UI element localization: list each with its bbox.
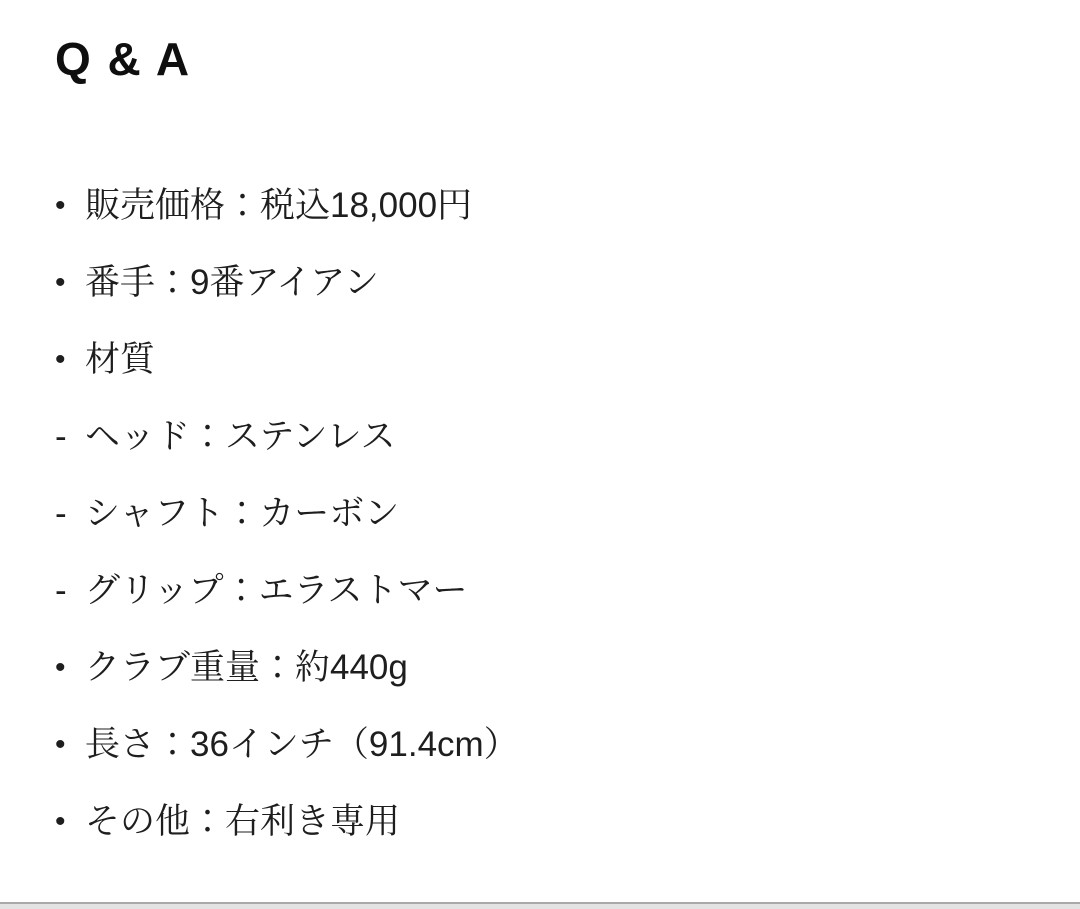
bottom-edge-divider — [0, 902, 1080, 909]
list-item-material — [55, 342, 519, 378]
bullet-dot-marker: • — [55, 728, 66, 761]
list-item-text: 材質 — [85, 340, 156, 379]
list-item-text: シャフト：カーボン — [85, 494, 400, 533]
list-item-club-number — [55, 265, 519, 301]
list-item-text: 番手：9番アイアン — [85, 263, 379, 302]
list-item-length — [55, 727, 519, 763]
list-item-text: 販売価格：税込18,000円 — [85, 186, 473, 225]
bullet-dot-marker: • — [55, 266, 66, 299]
list-item-head-material — [55, 419, 519, 455]
dash-marker: - — [55, 494, 67, 533]
bullet-dot-marker: • — [55, 343, 66, 376]
list-item-text: クラブ重量：約440g — [85, 648, 408, 687]
qa-spec-list — [55, 188, 519, 881]
list-item-price — [55, 188, 519, 224]
qa-section-title: Q & A — [55, 33, 192, 85]
bullet-dot-marker: • — [55, 651, 66, 684]
bullet-dot-marker: • — [55, 189, 66, 222]
list-item-grip-material — [55, 573, 519, 609]
dash-marker: - — [55, 417, 67, 456]
list-item-club-weight — [55, 650, 519, 686]
list-item-text: グリップ：エラストマー — [85, 571, 468, 610]
list-item-text: 長さ：36インチ（91.4cm） — [85, 725, 519, 764]
dash-marker: - — [55, 571, 67, 610]
list-item-shaft-material — [55, 496, 519, 532]
list-item-text: その他：右利き専用 — [85, 802, 401, 841]
list-item-other — [55, 804, 519, 840]
bullet-dot-marker: • — [55, 805, 66, 838]
list-item-text: ヘッド：ステンレス — [85, 417, 396, 456]
